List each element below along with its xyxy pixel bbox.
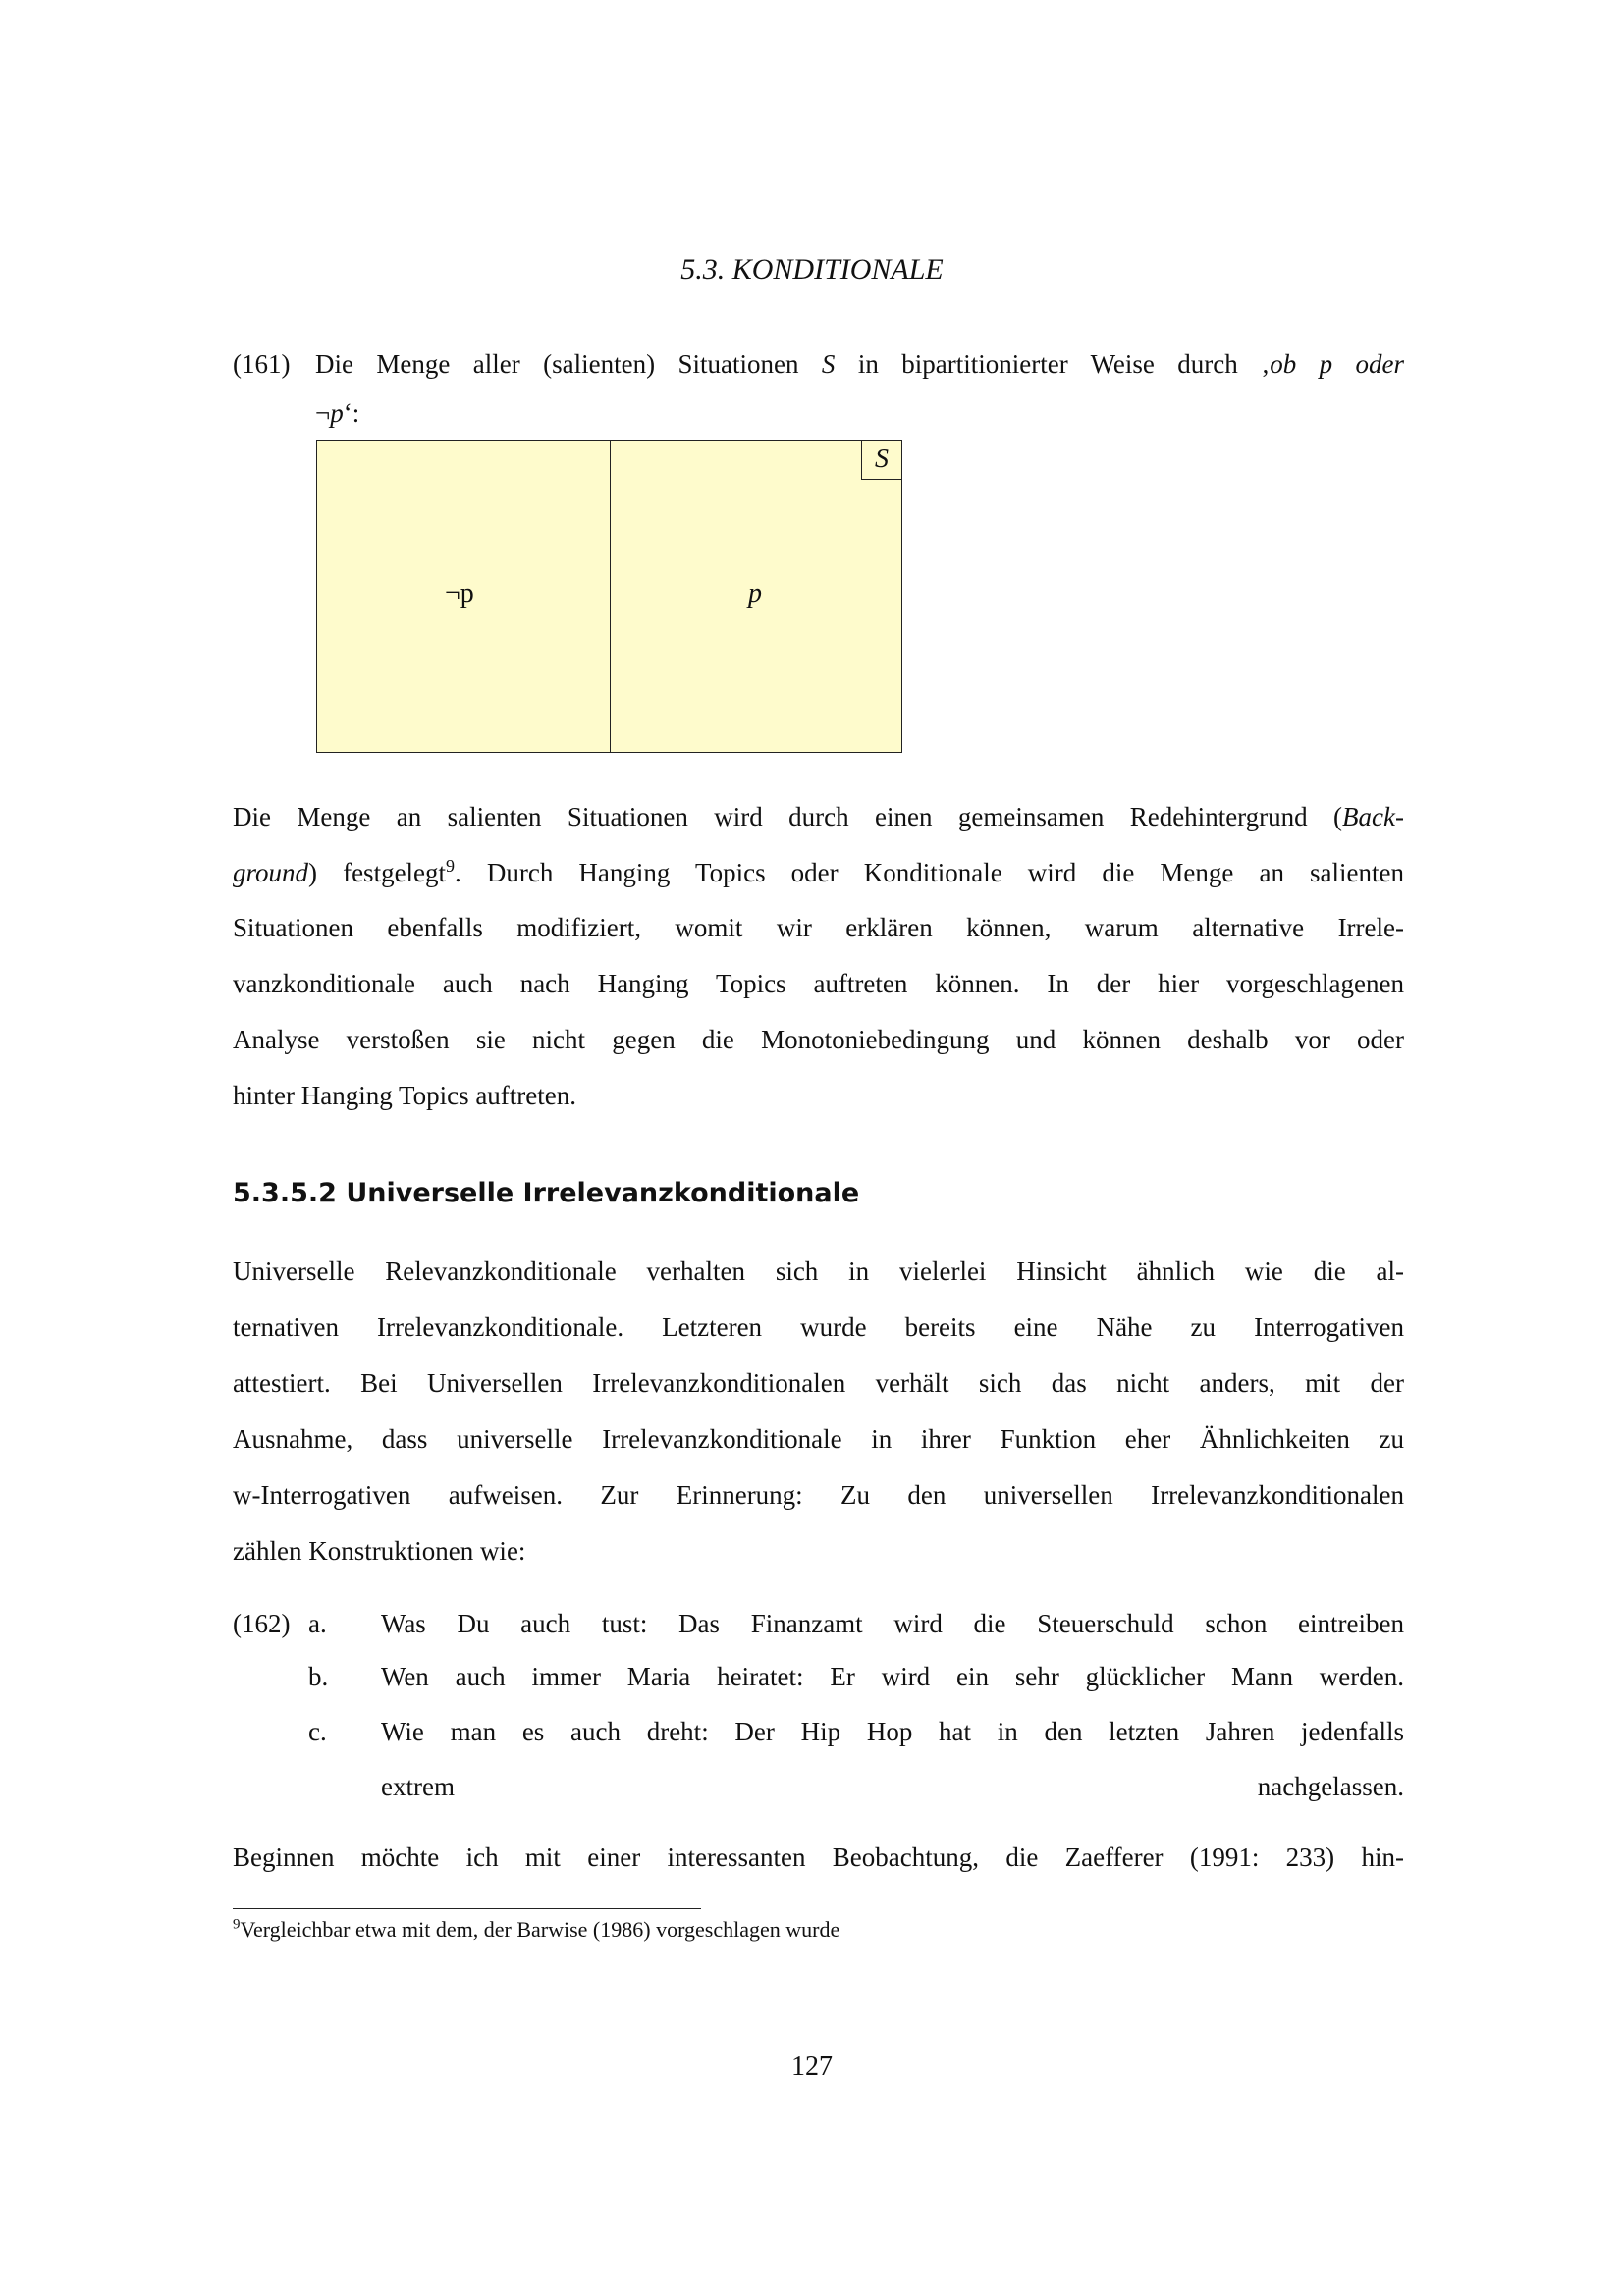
- text-line: w-Interrogativen aufweisen. Zur Erinnerung: Zu den universellen Irrelevanzkonditionalen: [233, 1480, 1404, 1510]
- italic-text: ob p oder: [1270, 349, 1404, 379]
- page-number: 127: [791, 2052, 833, 2082]
- partition-divider: [610, 441, 611, 752]
- text-line: Universelle Relevanzkonditionale verhalten sich in vielerlei Hinsicht ähnlich wie die al-: [233, 1256, 1404, 1286]
- text: Die Menge an salienten Situationen wird durch einen gemeinsamen Redehintergrund (: [233, 802, 1343, 831]
- footnote-rule: [233, 1908, 701, 1909]
- example-item-continuation: extrem nachgelassen.: [381, 1772, 1404, 1801]
- text-line: zählen Konstruktionen wie:: [233, 1536, 526, 1566]
- text-line: ternativen Irrelevanzkonditionale. Letzteren wurde bereits eine Nähe zu Interrogativen: [233, 1312, 1404, 1342]
- text-line: hinter Hanging Topics auftreten.: [233, 1081, 577, 1110]
- text: Die Menge aller (salienten) Situationen: [315, 349, 822, 379]
- paragraph-3: Beginnen möchte ich mit einer interessanten Beobachtung, die Zaefferer (1991: 233) hin-: [233, 1842, 1404, 1872]
- example-item: Was Du auch tust: Das Finanzamt wird die Steuerschuld schon eintreiben: [381, 1609, 1404, 1638]
- text-line: Ausnahme, dass universelle Irrelevanzkonditionale in ihrer Funktion eher Ähnlichkeiten zu: [233, 1424, 1404, 1454]
- footnote-text: Vergleichbar etwa mit dem, der Barwise (1986) vorgeschlagen wurde: [240, 1917, 840, 1942]
- example-item: Wen auch immer Maria heiratet: Er wird ein sehr glücklicher Mann werden.: [381, 1662, 1404, 1691]
- text-line: Situationen ebenfalls modifiziert, womit wir erklären können, warum alternative Irrele-: [233, 913, 1404, 942]
- text-line: vanzkonditionale auch nach Hanging Topics auftreten können. In der hier vorgeschlagenen: [233, 969, 1404, 998]
- text-line: Analyse verstoßen sie nicht gegen die Monotoniebedingung und können deshalb vor oder: [233, 1025, 1404, 1054]
- text-line: [233, 856, 1404, 889]
- example-number: (162): [233, 1609, 291, 1638]
- footnote: [233, 1917, 839, 1943]
- example-text-line: [315, 347, 1404, 381]
- italic-text: ground: [233, 858, 309, 887]
- set-label-box: S: [861, 441, 901, 480]
- text: . Durch Hanging Topics oder Konditionale wird die Menge an salienten: [455, 858, 1404, 887]
- example-item: Wie man es auch dreht: Der Hip Hop hat in den letzten Jahren jedenfalls: [381, 1717, 1404, 1746]
- text: in bipartitionierter Weise durch ‚: [835, 349, 1271, 379]
- math-p: p: [330, 399, 344, 428]
- italic-text: Back-: [1342, 802, 1404, 831]
- cell-not-p: ¬p: [445, 578, 474, 609]
- item-letter: a.: [308, 1609, 327, 1638]
- text-line: [233, 800, 1404, 833]
- example-number: (161): [233, 349, 291, 379]
- math-s: S: [821, 349, 836, 379]
- cell-p: p: [748, 578, 762, 609]
- item-letter: b.: [308, 1662, 329, 1691]
- text-line: attestiert. Bei Universellen Irrelevanzkonditionalen verhält sich das nicht anders, mit der: [233, 1368, 1404, 1398]
- running-header: 5.3. KONDITIONALE: [680, 253, 944, 286]
- text: ‘:: [343, 399, 360, 428]
- item-letter: c.: [308, 1717, 327, 1746]
- example-text-line: [315, 397, 512, 430]
- partition-diagram: [316, 440, 902, 753]
- footnote-mark[interactable]: 9: [446, 856, 456, 876]
- text: ) festgelegt: [308, 858, 447, 887]
- section-heading: 5.3.5.2 Universelle Irrelevanzkonditionale: [233, 1178, 860, 1208]
- footnote-number: 9: [233, 1916, 241, 1933]
- text: ¬: [315, 399, 331, 428]
